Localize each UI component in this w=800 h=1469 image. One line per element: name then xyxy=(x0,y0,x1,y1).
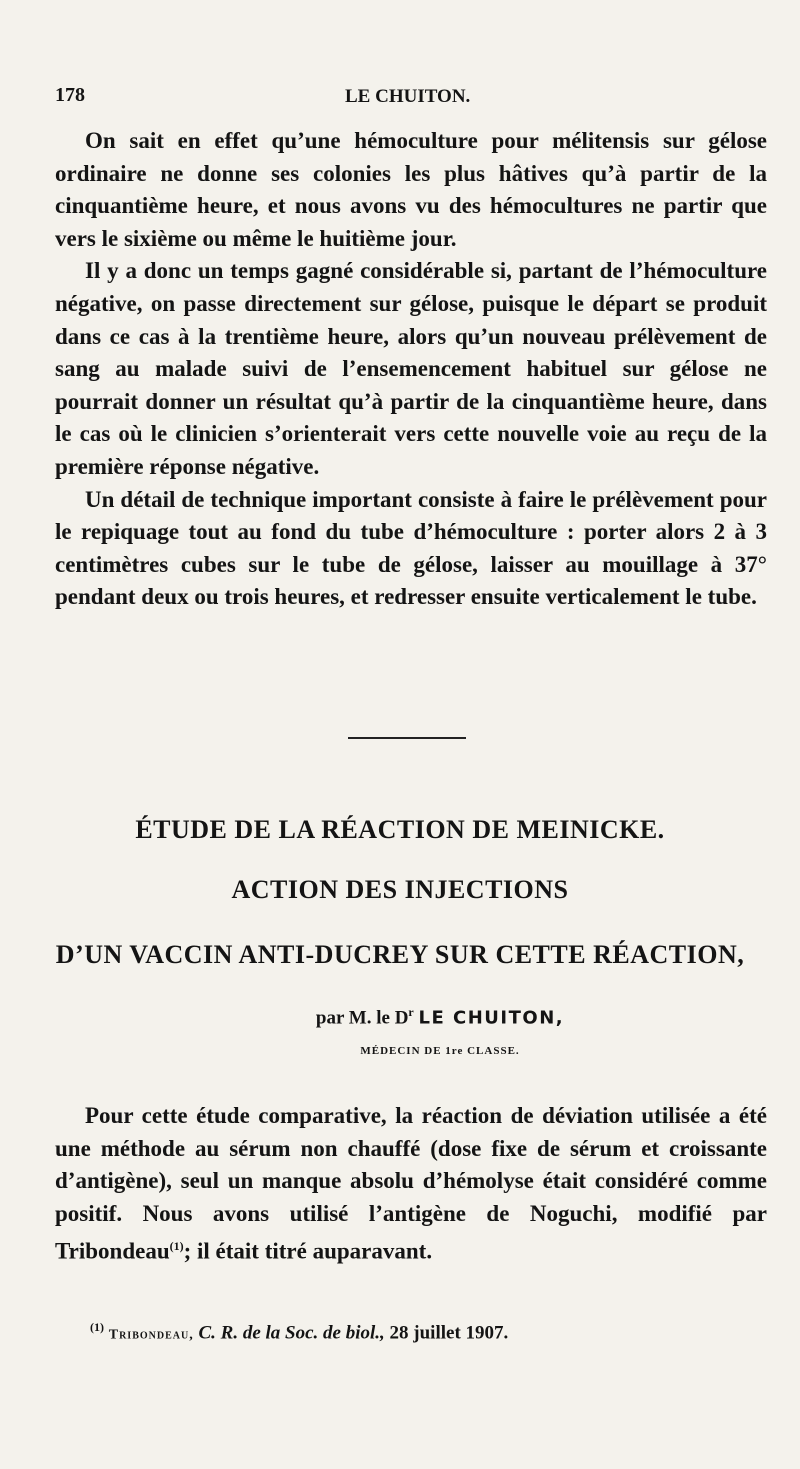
paragraph: Un détail de technique important consiste à faire le prélèvement pour le repiquage tout au fond du tube d’hémoculture : porter alors 2 à 3 centimètres cubes sur le tube de gélose, laisser au mouillage à 37° pendant deux ou trois heures, et redresser ensuite verticalement le tube. xyxy=(55,486,767,610)
paragraph-text-end: ; il était titré auparavant. xyxy=(183,1239,433,1265)
article-title-line-2: ACTION DES INJECTIONS xyxy=(231,875,569,904)
footnote-reference: (1) xyxy=(169,1239,184,1254)
footnote xyxy=(90,1320,780,1344)
running-head xyxy=(55,84,775,114)
section-1-text xyxy=(55,125,767,614)
page-number: 178 xyxy=(55,84,85,106)
article-body xyxy=(55,1100,767,1269)
article-title-line-1: ÉTUDE DE LA RÉACTION DE MEINICKE. xyxy=(135,815,665,844)
running-title: LE CHUITON. xyxy=(345,86,471,107)
byline xyxy=(40,1005,800,1029)
article-title-line-3: D’UN VACCIN ANTI-DUCREY SUR CETTE RÉACTION, xyxy=(55,940,745,969)
byline-prefix: par M. le D xyxy=(315,1007,409,1029)
footnote-marker: (1) xyxy=(90,1320,104,1334)
byline-sup: r xyxy=(408,1005,414,1019)
paragraph: On sait en effet qu’une hémoculture pour mélitensis sur gélose ordinaire ne donne ses colonies les plus hâtives qu’à partir de la cinquantième heure, et nous avons vu des hémocultures ne partir que vers le sixième ou même le huitième jour. xyxy=(55,128,767,251)
paragraph: Il y a donc un temps gagné considérable si, partant de l’hémoculture négative, on passe directement sur gélose, puisque le départ se produit dans ce cas à la trentième heure, alors qu’un nouveau prélèvement de sang au malade suivi de l’ensemencement habituel sur gélose ne pourrait donner un résultat qu’à partir de la cinquantième heure, dans le cas où le clinicien s’orienterait vers cette nouvelle voie au reçu de la première réponse négative. xyxy=(55,258,767,479)
author-name: LE CHUITON, xyxy=(418,1007,565,1029)
author-affiliation: MÉDECIN DE 1re CLASSE. xyxy=(360,1045,520,1057)
footnote-author: Tribondeau, xyxy=(108,1327,194,1343)
section-divider xyxy=(348,737,466,739)
footnote-source: C. R. de la Soc. de biol., xyxy=(198,1322,385,1344)
paragraph xyxy=(55,1100,767,1269)
footnote-date: 28 juillet 1907. xyxy=(389,1322,509,1344)
paragraph-text: Pour cette étude comparative, la réaction de déviation utilisée a été une méthode au sérum non chauffé (dose fixe de sérum et croissante d’antigène), seul un manque absolu d’hémolyse était considéré comme positif. Nous avons utilisé l’antigène de Noguchi, modifié par Tribondeau xyxy=(55,1103,767,1265)
